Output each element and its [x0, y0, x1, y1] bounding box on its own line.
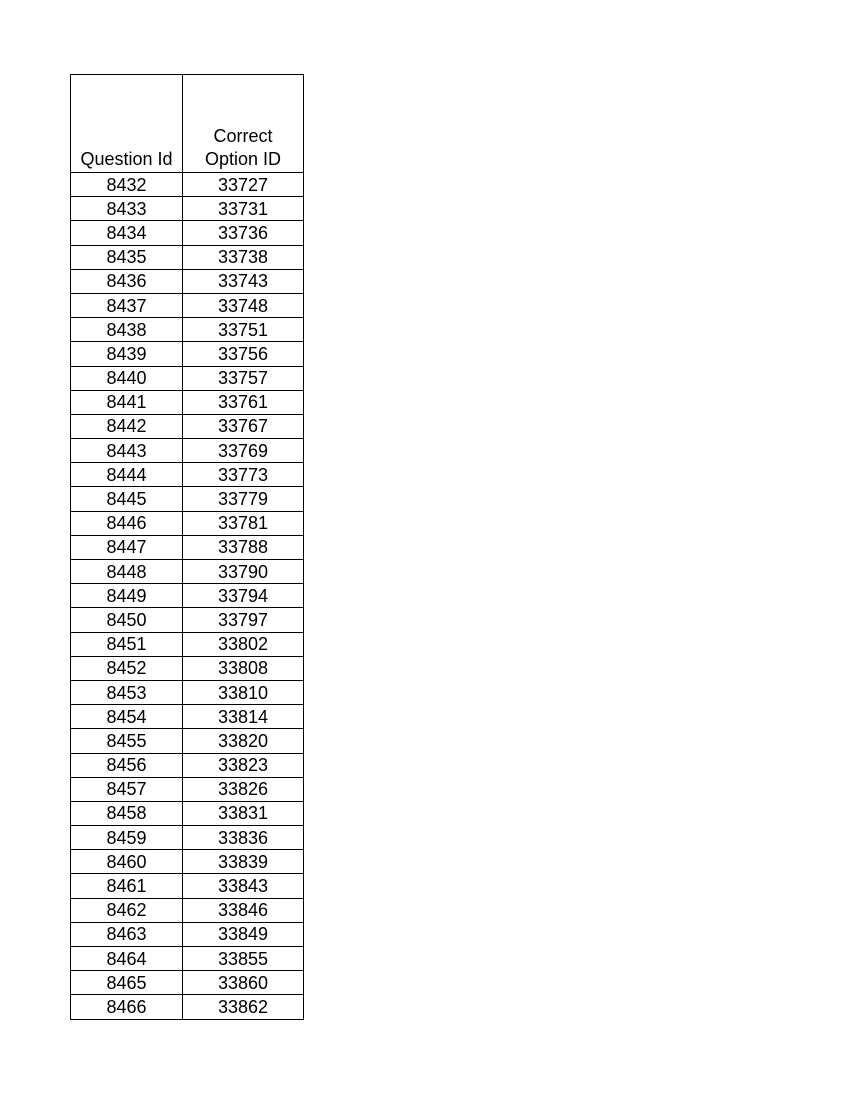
question-id-cell: 8448	[71, 560, 183, 584]
table-row	[71, 487, 304, 511]
table-row	[71, 366, 304, 390]
question-id-cell: 8432	[71, 173, 183, 197]
table-row	[71, 439, 304, 463]
question-id-cell: 8459	[71, 826, 183, 850]
table-row	[71, 753, 304, 777]
correct-option-id-cell: 33769	[183, 439, 304, 463]
table-row	[71, 898, 304, 922]
table-row	[71, 535, 304, 559]
correct-option-id-cell: 33781	[183, 511, 304, 535]
correct-option-id-header	[183, 75, 304, 173]
question-id-header-label: Question Id	[80, 149, 173, 169]
correct-option-id-cell: 33820	[183, 729, 304, 753]
correct-option-id-cell: 33788	[183, 535, 304, 559]
question-id-cell: 8462	[71, 898, 183, 922]
table-row	[71, 511, 304, 535]
correct-option-id-cell: 33802	[183, 632, 304, 656]
correct-option-id-cell: 33855	[183, 947, 304, 971]
question-id-cell: 8455	[71, 729, 183, 753]
table-row	[71, 390, 304, 414]
table-row	[71, 729, 304, 753]
question-id-cell: 8464	[71, 947, 183, 971]
question-id-cell: 8458	[71, 801, 183, 825]
question-id-cell: 8443	[71, 439, 183, 463]
table-row	[71, 173, 304, 197]
table-row	[71, 656, 304, 680]
correct-option-id-cell: 33727	[183, 173, 304, 197]
correct-option-id-cell: 33731	[183, 197, 304, 221]
table-header	[71, 75, 304, 173]
correct-option-id-cell: 33738	[183, 245, 304, 269]
question-id-cell: 8461	[71, 874, 183, 898]
question-id-cell: 8439	[71, 342, 183, 366]
table-row	[71, 705, 304, 729]
table-row	[71, 608, 304, 632]
correct-option-id-cell: 33862	[183, 995, 304, 1019]
question-id-header	[71, 75, 183, 173]
correct-option-id-cell: 33846	[183, 898, 304, 922]
correct-option-id-cell: 33814	[183, 705, 304, 729]
correct-option-id-cell: 33779	[183, 487, 304, 511]
correct-option-id-cell: 33748	[183, 293, 304, 317]
question-id-cell: 8434	[71, 221, 183, 245]
table-row	[71, 342, 304, 366]
question-id-cell: 8440	[71, 366, 183, 390]
question-id-cell: 8435	[71, 245, 183, 269]
correct-option-id-cell: 33773	[183, 463, 304, 487]
correct-option-id-header-label: Correct Option ID	[204, 126, 282, 169]
correct-option-id-cell: 33810	[183, 680, 304, 704]
correct-option-id-cell: 33751	[183, 318, 304, 342]
table-row	[71, 874, 304, 898]
table-row	[71, 947, 304, 971]
table-row	[71, 850, 304, 874]
question-id-cell: 8457	[71, 777, 183, 801]
correct-option-id-cell: 33756	[183, 342, 304, 366]
table-row	[71, 560, 304, 584]
question-id-cell: 8463	[71, 922, 183, 946]
correct-option-id-cell: 33831	[183, 801, 304, 825]
question-id-cell: 8453	[71, 680, 183, 704]
correct-option-id-cell: 33860	[183, 971, 304, 995]
correct-option-id-cell: 33790	[183, 560, 304, 584]
table-row	[71, 922, 304, 946]
table-row	[71, 318, 304, 342]
correct-option-id-cell: 33761	[183, 390, 304, 414]
table-row	[71, 584, 304, 608]
table-row	[71, 826, 304, 850]
question-id-cell: 8465	[71, 971, 183, 995]
table-row	[71, 293, 304, 317]
question-id-cell: 8449	[71, 584, 183, 608]
question-id-cell: 8445	[71, 487, 183, 511]
question-id-cell: 8450	[71, 608, 183, 632]
table-row	[71, 777, 304, 801]
question-id-cell: 8447	[71, 535, 183, 559]
table-row	[71, 463, 304, 487]
table-body	[71, 173, 304, 1020]
correct-option-id-cell: 33736	[183, 221, 304, 245]
answer-key-table	[70, 74, 304, 1020]
question-id-cell: 8444	[71, 463, 183, 487]
table-row	[71, 221, 304, 245]
table-row	[71, 995, 304, 1019]
table-row	[71, 680, 304, 704]
correct-option-id-cell: 33839	[183, 850, 304, 874]
correct-option-id-cell: 33836	[183, 826, 304, 850]
header-row	[71, 75, 304, 173]
question-id-cell: 8456	[71, 753, 183, 777]
question-id-cell: 8460	[71, 850, 183, 874]
question-id-cell: 8466	[71, 995, 183, 1019]
correct-option-id-cell: 33767	[183, 414, 304, 438]
correct-option-id-cell: 33743	[183, 269, 304, 293]
table-row	[71, 632, 304, 656]
table-row	[71, 801, 304, 825]
question-id-cell: 8438	[71, 318, 183, 342]
table-row	[71, 269, 304, 293]
correct-option-id-cell: 33826	[183, 777, 304, 801]
correct-option-id-cell: 33794	[183, 584, 304, 608]
question-id-cell: 8446	[71, 511, 183, 535]
question-id-cell: 8442	[71, 414, 183, 438]
correct-option-id-cell: 33823	[183, 753, 304, 777]
correct-option-id-cell: 33757	[183, 366, 304, 390]
question-id-cell: 8441	[71, 390, 183, 414]
correct-option-id-cell: 33843	[183, 874, 304, 898]
question-id-cell: 8433	[71, 197, 183, 221]
table-row	[71, 197, 304, 221]
question-id-cell: 8436	[71, 269, 183, 293]
question-id-cell: 8451	[71, 632, 183, 656]
question-id-cell: 8437	[71, 293, 183, 317]
question-id-cell: 8454	[71, 705, 183, 729]
table-row	[71, 971, 304, 995]
correct-option-id-cell: 33797	[183, 608, 304, 632]
table-row	[71, 245, 304, 269]
table-row	[71, 414, 304, 438]
correct-option-id-cell: 33849	[183, 922, 304, 946]
correct-option-id-cell: 33808	[183, 656, 304, 680]
question-id-cell: 8452	[71, 656, 183, 680]
